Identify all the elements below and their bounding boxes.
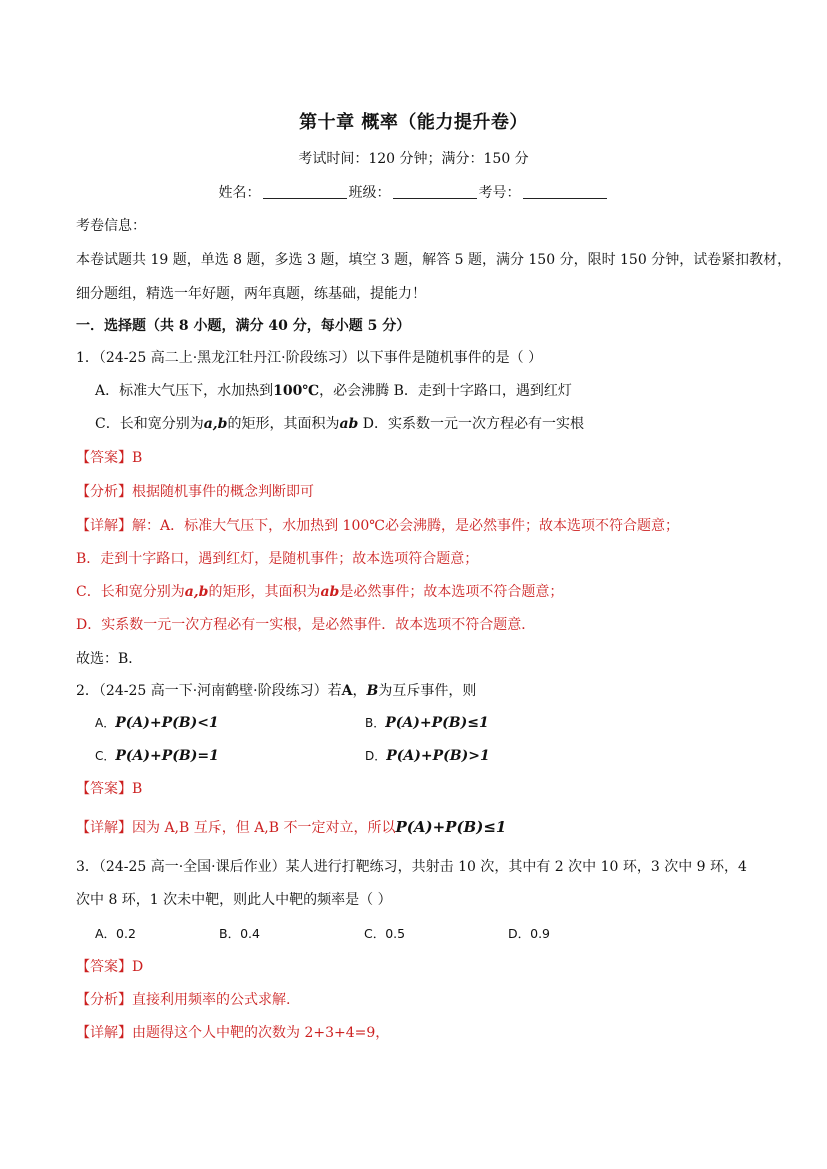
section-heading: 一．选择题（共 8 小题，满分 40 分，每小题 5 分） — [76, 318, 411, 334]
q2-option-c — [95, 746, 219, 766]
q1-option-c-pre: C．长和宽分别为 — [95, 416, 204, 432]
number-blank — [523, 184, 607, 199]
class-label: 班级： — [348, 185, 391, 201]
q2-option-c-math: P(A)+P(B)=1 — [115, 748, 219, 764]
q2-option-a-label: A． — [95, 716, 116, 730]
q3-option-a: A．0.2 — [95, 926, 136, 941]
q1-options-row-1 — [95, 381, 572, 401]
q2-stem-pre: 2．（24-25 高一下·河南鹤壁·阶段练习）若 — [76, 683, 342, 699]
q1-option-c-math-2: ab — [339, 416, 359, 432]
name-blank — [263, 184, 347, 199]
number-label: 考号： — [478, 185, 521, 201]
q2-stem-a: A — [341, 683, 353, 699]
q2-detail-pre: 【详解】因为 A,B 互斥，但 A,B 不一定对立，所以 — [76, 820, 396, 836]
q2-stem-b: B — [366, 683, 379, 699]
q1-detail-3-post: 是必然事件；故本选项不符合题意； — [339, 584, 564, 600]
q3-stem-1: 3．（24-25 高一·全国·课后作业）某人进行打靶练习，共射击 10 次，其中有 2 次中 10 环，3 次中 9 环，4 — [76, 859, 747, 875]
q1-analysis: 【分析】根据随机事件的概念判断即可 — [76, 484, 314, 500]
q1-options-row-2 — [95, 414, 584, 434]
q1-stem: 1．（24-25 高二上·黑龙江牡丹江·阶段练习）以下事件是随机事件的是（ ） — [76, 350, 543, 366]
info-line-1: 本卷试题共 19 题，单选 8 题，多选 3 题，填空 3 题，解答 5 题，满分 150 分，限时 150 分钟，试卷紧扣教材， — [76, 252, 792, 268]
q1-option-a-post: ，必会沸腾 — [319, 383, 390, 399]
q1-answer: 【答案】B — [76, 450, 143, 466]
q3-option-d: D．0.9 — [508, 926, 551, 941]
q2-option-a-math: P(A)+P(B)<1 — [115, 715, 219, 731]
page-title: 第十章 概率（能力提升卷） — [299, 112, 528, 133]
q1-detail-3-math-1: a,b — [184, 584, 209, 600]
q2-option-d-math: P(A)+P(B)>1 — [386, 748, 490, 764]
q1-detail-3-math-2: ab — [320, 584, 340, 600]
q3-answer: 【答案】D — [76, 959, 144, 975]
student-info-row — [0, 183, 827, 203]
q3-detail: 【详解】由题得这个人中靶的次数为 2+3+4=9， — [76, 1025, 390, 1041]
q1-detail-3-pre: C．长和宽分别为 — [76, 584, 185, 600]
q1-detail-3-mid: 的矩形，其面积为 — [208, 584, 321, 600]
q2-option-a — [95, 713, 219, 733]
q1-option-a-pre: A．标准大气压下，水加热到 — [95, 383, 274, 399]
q2-detail-math: P(A)+P(B)≤1 — [395, 818, 507, 836]
q3-option-c: C．0.5 — [364, 926, 406, 941]
q2-option-b — [365, 713, 489, 733]
q1-option-a-math: 100℃ — [273, 383, 320, 399]
q1-conclusion: 故选：B． — [76, 651, 143, 667]
q2-stem-sep: ， — [352, 683, 367, 699]
q1-option-d: D．实系数一元一次方程必有一实根 — [362, 416, 585, 432]
q3-option-b: B．0.4 — [219, 926, 260, 941]
q2-option-d — [365, 746, 490, 766]
q1-detail-4: D．实系数一元一次方程必有一实根，是必然事件．故本选项不符合题意． — [76, 617, 536, 633]
q2-stem — [76, 681, 476, 701]
info-line-2: 细分题组，精选一年好题，两年真题，练基础，提能力！ — [76, 286, 426, 302]
q3-stem-2: 次中 8 环，1 次未中靶，则此人中靶的频率是（ ） — [76, 892, 392, 908]
q1-option-b: B．走到十字路口，遇到红灯 — [393, 383, 572, 399]
class-blank — [393, 184, 477, 199]
q2-answer: 【答案】B — [76, 781, 143, 797]
q2-option-d-label: D． — [365, 749, 387, 763]
q2-option-b-math: P(A)+P(B)≤1 — [385, 715, 489, 731]
q2-option-b-label: B． — [365, 716, 386, 730]
q2-detail — [76, 817, 506, 838]
exam-time: 考试时间：120 分钟；满分：150 分 — [298, 151, 529, 167]
q2-option-c-label: C． — [95, 749, 116, 763]
q1-option-c-math-1: a,b — [203, 416, 228, 432]
name-label: 姓名： — [218, 185, 261, 201]
q3-analysis: 【分析】直接利用频率的公式求解. — [76, 992, 291, 1008]
q1-option-c-mid: 的矩形，其面积为 — [227, 416, 340, 432]
q1-detail-2: B．走到十字路口，遇到红灯，是随机事件；故本选项符合题意； — [76, 551, 479, 567]
q2-stem-post: 为互斥事件，则 — [378, 683, 477, 699]
info-label: 考卷信息： — [76, 218, 146, 234]
q1-detail-3 — [76, 582, 563, 602]
q1-detail-1: 【详解】解：A．标准大气压下，水加热到 100℃必会沸腾，是必然事件；故本选项不符合题意； — [76, 518, 679, 534]
